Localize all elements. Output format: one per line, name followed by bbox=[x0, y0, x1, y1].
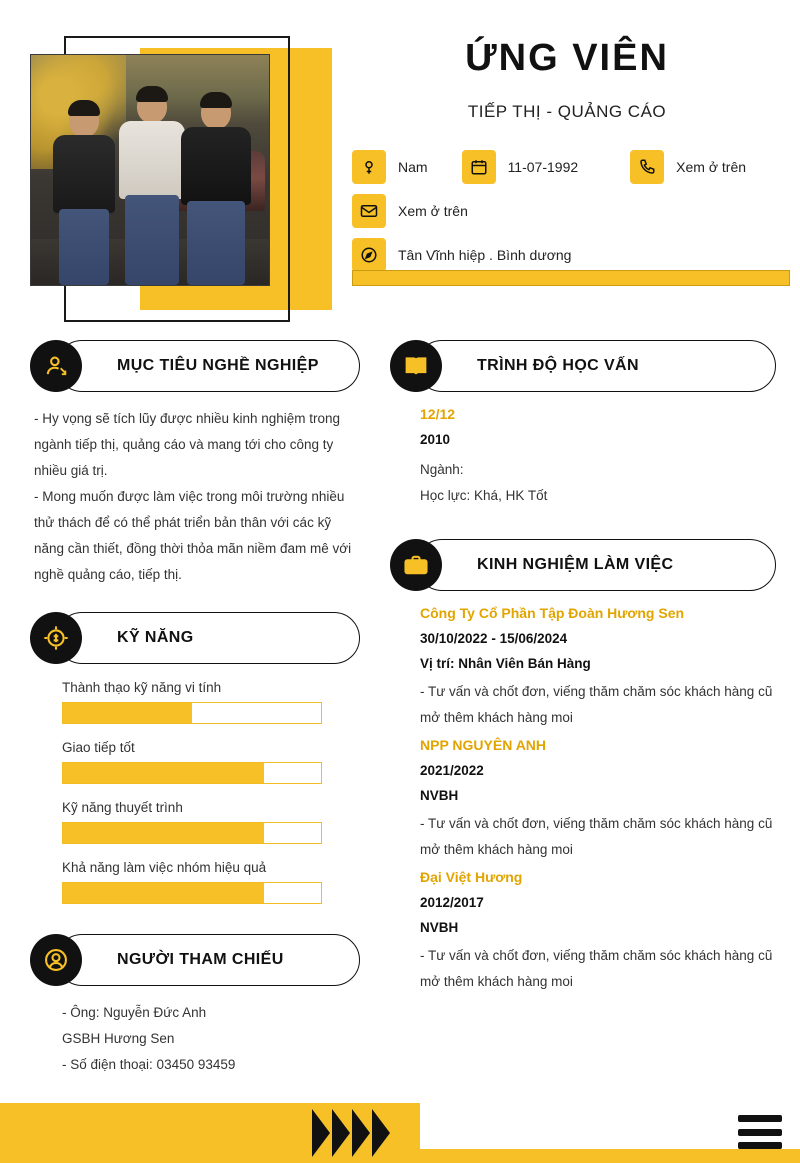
skill-bar-fill bbox=[63, 823, 264, 843]
mail-icon bbox=[352, 194, 386, 228]
email-value: Xem ở trên bbox=[398, 203, 468, 219]
briefcase-icon bbox=[390, 539, 442, 591]
right-column bbox=[390, 340, 776, 1001]
phone-value: Xem ở trên bbox=[676, 159, 747, 175]
skill-item bbox=[62, 860, 360, 904]
experience-desc: - Tư vấn và chốt đơn, viếng thăm chăm sóc khách hàng cũ mở thêm khách hàng moi bbox=[420, 816, 773, 857]
birthday-value: 11-07-1992 bbox=[507, 159, 579, 175]
skills-list bbox=[30, 680, 360, 904]
skill-bar-fill bbox=[63, 703, 192, 723]
section-skills-header bbox=[30, 612, 360, 664]
objective-pill bbox=[56, 340, 360, 392]
profile-photo bbox=[30, 54, 270, 286]
experience-period: 30/10/2022 - 15/06/2024 bbox=[420, 631, 568, 646]
skill-bar bbox=[62, 762, 322, 784]
user-target-icon bbox=[30, 340, 82, 392]
experience-pill bbox=[416, 539, 776, 591]
experience-entry bbox=[390, 869, 776, 995]
experience-period: 2021/2022 bbox=[420, 763, 484, 778]
skill-label: Giao tiếp tốt bbox=[62, 740, 135, 755]
location-icon bbox=[352, 238, 386, 272]
references-pill bbox=[56, 934, 360, 986]
experience-role: NVBH bbox=[420, 920, 459, 935]
experience-entry bbox=[390, 737, 776, 863]
experience-desc: - Tư vấn và chốt đơn, viếng thăm chăm sóc khách hàng cũ mở thêm khách hàng moi bbox=[420, 684, 773, 725]
contact-row-3 bbox=[352, 238, 790, 272]
gear-idea-icon bbox=[30, 612, 82, 664]
contact-address bbox=[352, 238, 571, 272]
skill-label: Thành thạo kỹ năng vi tính bbox=[62, 680, 222, 695]
skill-item bbox=[62, 680, 360, 724]
profile-photo-block bbox=[22, 30, 322, 292]
contact-phone bbox=[630, 150, 746, 184]
experience-role: NVBH bbox=[420, 788, 459, 803]
skill-label: Kỹ năng thuyết trình bbox=[62, 800, 183, 815]
objective-body bbox=[30, 406, 360, 588]
left-column bbox=[30, 340, 360, 1078]
skill-bar-fill bbox=[63, 883, 264, 903]
title-block bbox=[352, 38, 782, 122]
skills-title: KỸ NĂNG bbox=[117, 629, 194, 646]
calendar-icon bbox=[462, 150, 496, 184]
education-pill bbox=[416, 340, 776, 392]
education-org: 12/12 bbox=[420, 406, 456, 422]
experience-entry bbox=[390, 605, 776, 731]
candidate-name: ỨNG VIÊN bbox=[465, 37, 669, 79]
objective-title: MỤC TIÊU NGHỀ NGHIỆP bbox=[117, 357, 319, 374]
gender-value: Nam bbox=[398, 159, 428, 175]
reference-line: - Ông: Nguyễn Đức Anh bbox=[62, 1005, 207, 1020]
contact-email bbox=[352, 194, 468, 228]
section-education-header bbox=[390, 340, 776, 392]
education-period: 2010 bbox=[420, 432, 451, 447]
skill-bar-fill bbox=[63, 763, 264, 783]
experience-role: Vị trí: Nhân Viên Bán Hàng bbox=[420, 656, 591, 671]
objective-paragraph-2: - Mong muốn được làm việc trong môi trường nhiều thử thách để có thể phát triển bản thân với các kỹ năng cần thiết, đồng thời thỏa mãn niềm đam mê với nghề quảng cáo, tiếp thị. bbox=[34, 489, 352, 582]
skills-pill bbox=[56, 612, 360, 664]
experience-org: Đại Việt Hương bbox=[420, 869, 523, 885]
experience-org: Công Ty Cổ Phần Tập Đoàn Hương Sen bbox=[420, 605, 685, 621]
job-title: TIẾP THỊ - QUẢNG CÁO bbox=[467, 101, 667, 121]
cv-footer bbox=[0, 1103, 800, 1163]
address-value: Tân Vĩnh hiệp . Bình dương bbox=[398, 247, 572, 263]
header-accent-bar bbox=[352, 270, 790, 286]
education-line: Học lực: Khá, HK Tốt bbox=[420, 488, 548, 503]
skill-item bbox=[62, 800, 360, 844]
experience-org: NPP NGUYÊN ANH bbox=[420, 737, 547, 753]
skill-bar bbox=[62, 882, 322, 904]
contact-list bbox=[352, 150, 790, 282]
person-circle-icon bbox=[30, 934, 82, 986]
skill-bar bbox=[62, 822, 322, 844]
cv-header bbox=[0, 0, 800, 300]
experience-period: 2012/2017 bbox=[420, 895, 484, 910]
chevron-decoration bbox=[312, 1109, 392, 1157]
experience-title: KINH NGHIỆM LÀM VIỆC bbox=[477, 556, 674, 573]
menu-icon bbox=[738, 1115, 782, 1149]
book-icon bbox=[390, 340, 442, 392]
objective-paragraph-1: - Hy vọng sẽ tích lũy được nhiều kinh nghiệm trong ngành tiếp thị, quảng cáo và mang tới cho công ty nhiều giá trị. bbox=[34, 411, 341, 478]
skill-item bbox=[62, 740, 360, 784]
section-references-header bbox=[30, 934, 360, 986]
education-line: Ngành: bbox=[420, 462, 464, 477]
references-body bbox=[30, 1000, 360, 1078]
contact-row-2 bbox=[352, 194, 790, 228]
skill-label: Khả năng làm việc nhóm hiệu quả bbox=[62, 860, 267, 875]
phone-icon bbox=[630, 150, 664, 184]
section-experience-header bbox=[390, 539, 776, 591]
reference-line: GSBH Hương Sen bbox=[62, 1031, 175, 1046]
contact-gender bbox=[352, 150, 428, 184]
contact-row-1 bbox=[352, 150, 790, 184]
education-title: TRÌNH ĐỘ HỌC VẤN bbox=[477, 357, 639, 374]
skill-bar bbox=[62, 702, 322, 724]
gender-icon bbox=[352, 150, 386, 184]
references-title: NGƯỜI THAM CHIẾU bbox=[117, 951, 284, 968]
education-entry bbox=[390, 406, 776, 509]
reference-line: - Số điện thoại: 03450 93459 bbox=[62, 1057, 236, 1072]
section-objective-header bbox=[30, 340, 360, 392]
contact-birthday bbox=[462, 150, 579, 184]
experience-desc: - Tư vấn và chốt đơn, viếng thăm chăm sóc khách hàng cũ mở thêm khách hàng moi bbox=[420, 948, 773, 989]
